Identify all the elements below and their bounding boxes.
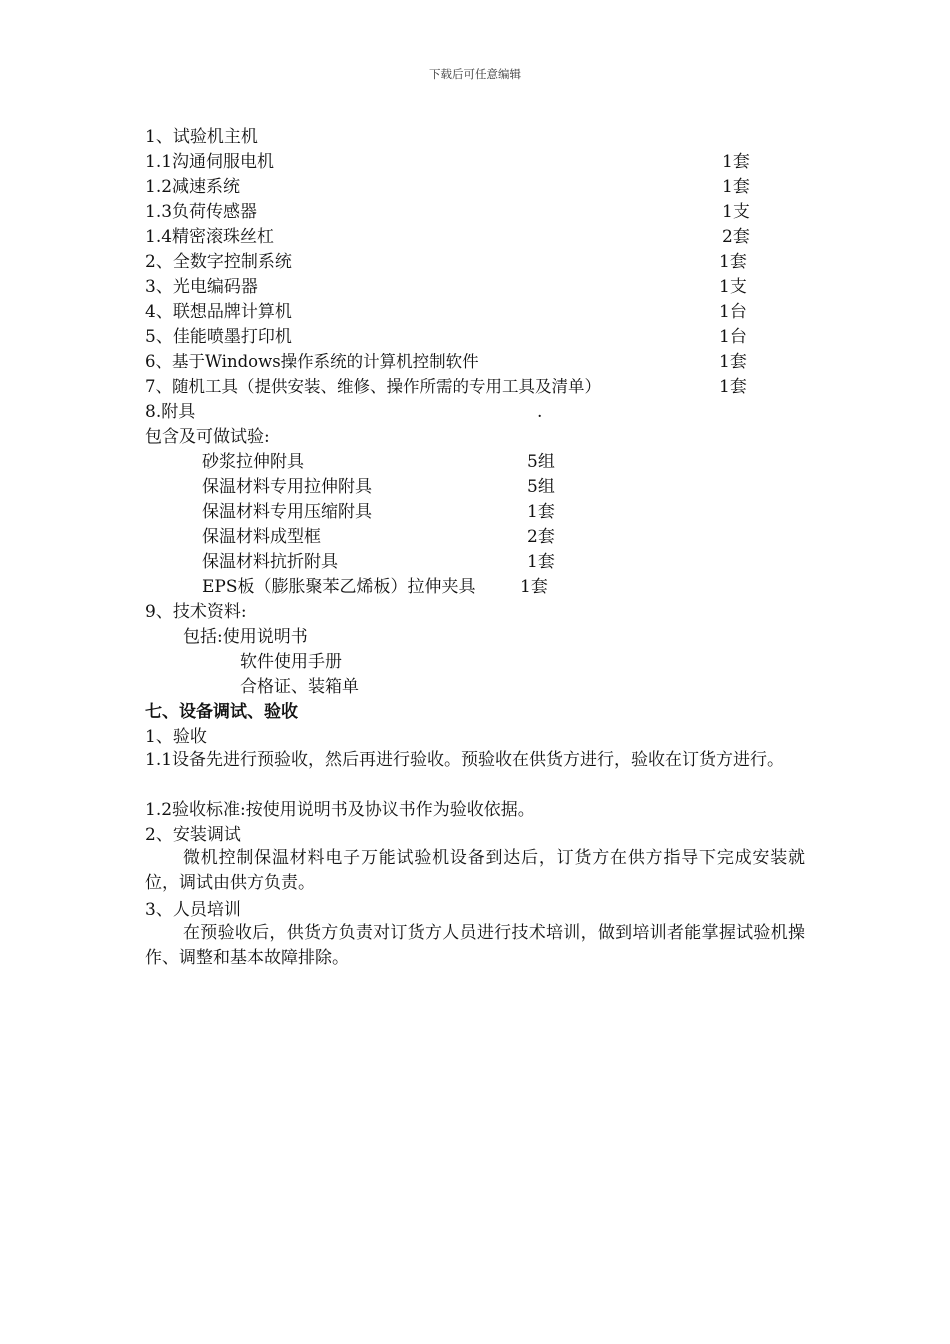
item-quantity: 1支 [722, 202, 750, 222]
list-item: 5、佳能喷墨打印机 [145, 327, 292, 347]
page-header: 下载后可任意编辑 [429, 67, 521, 81]
tech-doc-item: 合格证、装箱单 [240, 677, 359, 697]
tech-docs-title: 9、技术资料: [145, 602, 247, 622]
paragraph: 1.2验收标准:按使用说明书及协议书作为验收依据。 [145, 800, 535, 820]
item-quantity: 1套 [719, 377, 747, 397]
tech-doc-item: 软件使用手册 [240, 652, 342, 672]
accessory-item: 砂浆拉伸附具 [202, 452, 304, 472]
accessory-quantity: 5组 [527, 452, 555, 472]
list-item: 2、全数字控制系统 [145, 252, 292, 272]
accessory-quantity: 2套 [527, 527, 555, 547]
accessory-item: 保温材料专用拉伸附具 [202, 477, 372, 497]
item-quantity: 1套 [722, 152, 750, 172]
accessory-item: 保温材料抗折附具 [202, 552, 338, 572]
accessory-item: 保温材料专用压缩附具 [202, 502, 372, 522]
accessory-quantity: 1套 [527, 552, 555, 572]
list-item: 6、基于Windows操作系统的计算机控制软件 [145, 352, 479, 371]
item-quantity: 1支 [719, 277, 747, 297]
item-quantity: 1套 [722, 177, 750, 197]
list-item: 1.2减速系统 [145, 177, 241, 197]
list-item: 4、联想品牌计算机 [145, 302, 292, 322]
paragraph: 在预验收后，供货方负责对订货方人员进行技术培训，做到培训者能掌握试验机操作、调整和基本故障排除。 [145, 923, 805, 968]
item-quantity: 1套 [719, 252, 747, 272]
accessory-quantity: 1套 [527, 502, 555, 522]
paragraph: 1.1设备先进行预验收，然后再进行验收。预验收在供货方进行，验收在订货方进行。 [145, 750, 785, 770]
list-item: 7、随机工具（提供安装、维修、操作所需的专用工具及清单） [145, 377, 601, 396]
list-item: 1、试验机主机 [145, 127, 258, 147]
list-item: 8.附具 [145, 402, 196, 422]
list-item: 1.3负荷传感器 [145, 202, 258, 222]
subsection-title: 3、人员培训 [145, 900, 241, 920]
item-quantity: 1套 [719, 352, 747, 372]
subsection-title: 2、安装调试 [145, 825, 241, 845]
paragraph: 微机控制保温材料电子万能试验机设备到达后，订货方在供方指导下完成安装就位，调试由供方负责。 [145, 848, 805, 893]
accessory-item: 保温材料成型框 [202, 527, 321, 547]
accessories-title: 包含及可做试验: [145, 427, 270, 447]
item-quantity: 1台 [719, 327, 747, 347]
item-quantity: . [537, 402, 543, 422]
item-quantity: 2套 [722, 227, 750, 247]
accessory-quantity: 5组 [527, 477, 555, 497]
accessory-quantity: 1套 [520, 577, 548, 597]
section-heading: 七、设备调试、验收 [145, 702, 298, 722]
list-item: 3、光电编码器 [145, 277, 258, 297]
item-quantity: 1台 [719, 302, 747, 322]
list-item: 1.1沟通伺服电机 [145, 152, 275, 172]
list-item: 1.4精密滚珠丝杠 [145, 227, 275, 247]
tech-doc-item: 包括:使用说明书 [183, 627, 308, 647]
accessory-item: EPS板（膨胀聚苯乙烯板）拉伸夹具 [202, 577, 476, 597]
subsection-title: 1、验收 [145, 727, 207, 747]
